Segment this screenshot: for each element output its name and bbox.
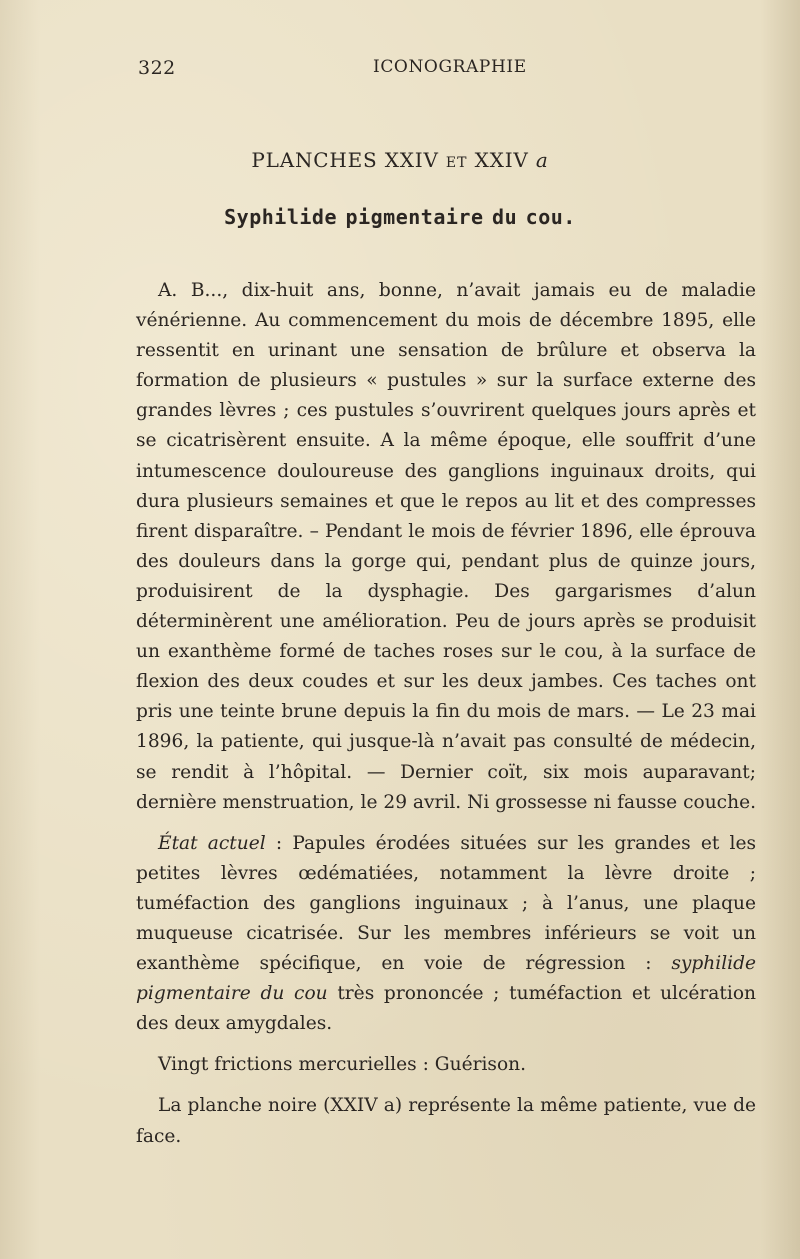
current-state-text-b: très prononcée ; tuméfaction et ulcération des deux amygdales.	[136, 983, 756, 1035]
section-title: Syphilide pigmentaire du cou.	[224, 205, 576, 229]
plate-heading	[0, 148, 800, 172]
paragraph-current-state	[136, 829, 756, 1040]
current-state-label: État actuel	[158, 832, 266, 854]
running-title: ICONOGRAPHIE	[373, 57, 527, 77]
running-head	[138, 57, 758, 81]
current-state-emphasis: syphilide pigmentaire du cou	[136, 953, 756, 1005]
plate-heading-part2: XXIV	[474, 148, 529, 172]
current-state-text-a: : Papules érodées situées sur les grandes et les petites lèvres œdématiées, notamment la lèvre droite ; tuméfaction des ganglions inguinaux ; à l’anus, une plaque muqueuse cicatrisée. Sur les membres inférieurs se voit un exanthème spécifique, en voie de régression :	[136, 832, 756, 975]
page-number: 322	[138, 57, 176, 79]
plate-heading-suffix: a	[535, 148, 549, 172]
plate-heading-et: ET	[445, 155, 468, 171]
paragraph-treatment: Vingt frictions mercurielles : Guérison.	[158, 1054, 527, 1076]
plate-heading-part1: PLANCHES XXIV	[251, 148, 439, 172]
paragraph-history: A. B..., dix-huit ans, bonne, n’avait jamais eu de maladie vénérienne. Au commencement du mois de décembre 1895, elle ressentit en urinant une sensation de brûlure et observa la formation de plusieurs « pustules » sur la surface externe des grandes lèvres ; ces pustules s’ouvrirent quelques jours après et se cicatrisèrent ensuite. A la même époque, elle souffrit d’une intumescence douloureuse des ganglions inguinaux droits, qui dura plusieurs semaines et que le repos au lit et des compresses firent disparaître. – Pendant le mois de février 1896, elle éprouva des douleurs dans la gorge qui, pendant plus de quinze jours, produisirent de la dysphagie. Des gargarismes d’alun déterminèrent une amélioration. Peu de jours après se produisit un exanthème formé de taches roses sur le cou, à la surface de flexion des deux coudes et sur les deux jambes. Ces taches ont pris une teinte brune depuis la fin du mois de mars. — Le 23 mai 1896, la patiente, qui jusque-là n’avait pas consulté de médecin, se rendit à l’hôpital. — Dernier coït, six mois auparavant; dernière menstruation, le 29 avril. Ni grossesse ni fausse couche.	[136, 280, 756, 813]
body-text	[136, 276, 756, 1152]
paragraph-plate-note: La planche noire (XXIV a) représente la même patiente, vue de face.	[136, 1095, 756, 1147]
